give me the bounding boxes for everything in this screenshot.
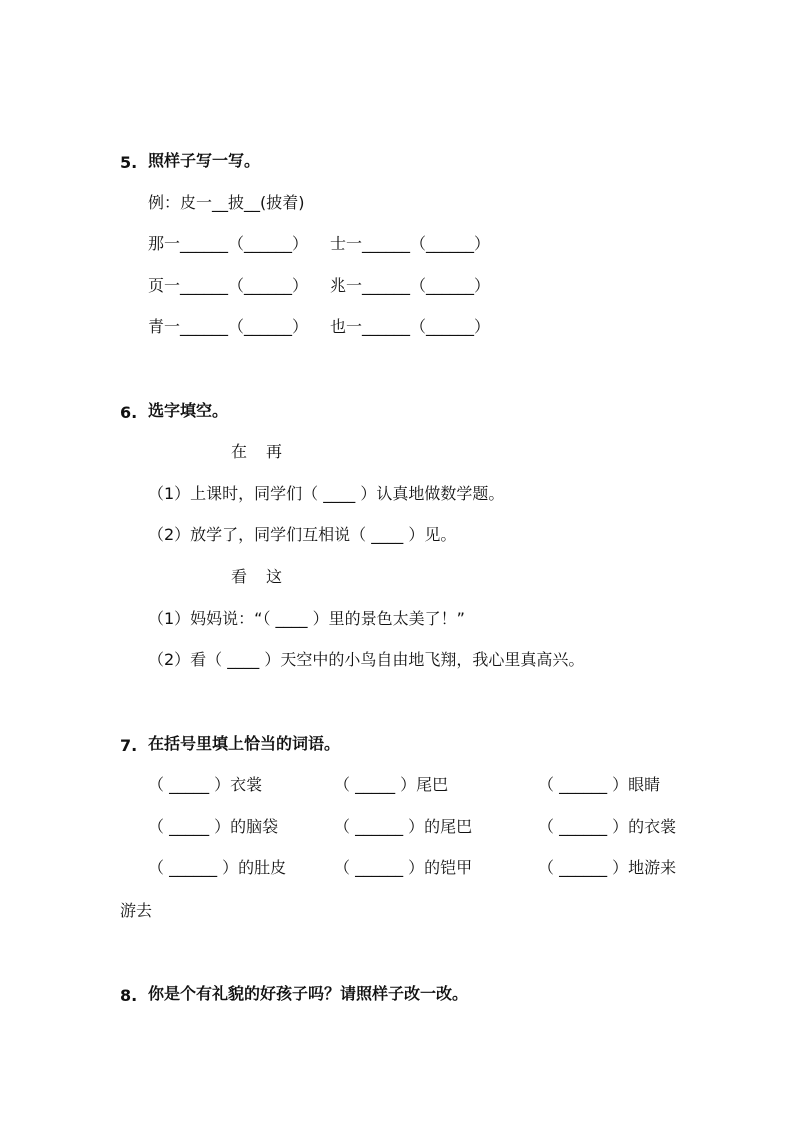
question-8-title: 你是个有礼貌的好孩子吗？请照样子改一改。 (148, 984, 469, 1003)
choice-char-zai-again: 再 (266, 442, 283, 461)
question-6-item-1: （1）上课时，同学们（ ____ ）认真地做数学题。 (148, 484, 505, 503)
question-7-r3-c2: （ ______ ）的铠甲 (334, 858, 473, 877)
question-5-example: 例：皮一__披__(披着) (148, 193, 305, 212)
question-5-title: 照样子写一写。 (148, 151, 261, 170)
question-7-number: 7. (120, 736, 138, 755)
question-7-r1-c2: （ _____ ）尾巴 (334, 775, 449, 794)
question-5-row-1-right: 士一______（______） (330, 234, 491, 253)
question-6-item-3: （1）妈妈说：“（ ____ ）里的景色太美了！” (148, 609, 465, 628)
question-5-row-2-left: 页一______（______） (148, 276, 309, 295)
question-7-r2-c2: （ ______ ）的尾巴 (334, 817, 473, 836)
question-7-r3-c1: （ ______ ）的肚皮 (148, 858, 287, 877)
question-7-wrap-text: 游去 (120, 901, 153, 920)
question-7-r2-c3: （ ______ ）的衣裳 (538, 817, 677, 836)
question-7-r3-c3: （ ______ ）地游来 (538, 858, 677, 877)
question-7-title: 在括号里填上恰当的词语。 (148, 734, 341, 753)
question-7-r2-c1: （ _____ ）的脑袋 (148, 817, 279, 836)
choice-char-zhe: 这 (266, 567, 283, 586)
question-6-number: 6. (120, 403, 138, 422)
question-5-row-2-right: 兆一______（______） (330, 276, 491, 295)
question-7-r1-c3: （ ______ ）眼睛 (538, 775, 661, 794)
question-8-number: 8. (120, 986, 138, 1005)
question-5-number: 5. (120, 153, 138, 172)
question-6-item-2: （2）放学了，同学们互相说（ ____ ）见。 (148, 525, 457, 544)
choice-char-zai: 在 (231, 442, 248, 461)
question-7-r1-c1: （ _____ ）衣裳 (148, 775, 263, 794)
question-5-row-3-right: 也一______（______） (330, 317, 491, 336)
question-6-item-4: （2）看（ ____ ）天空中的小鸟自由地飞翔，我心里真高兴。 (148, 650, 585, 669)
choice-char-kan: 看 (231, 567, 248, 586)
question-6-title: 选字填空。 (148, 401, 229, 420)
question-5-row-1-left: 那一______（______） (148, 234, 309, 253)
question-5-row-3-left: 青一______（______） (148, 317, 309, 336)
